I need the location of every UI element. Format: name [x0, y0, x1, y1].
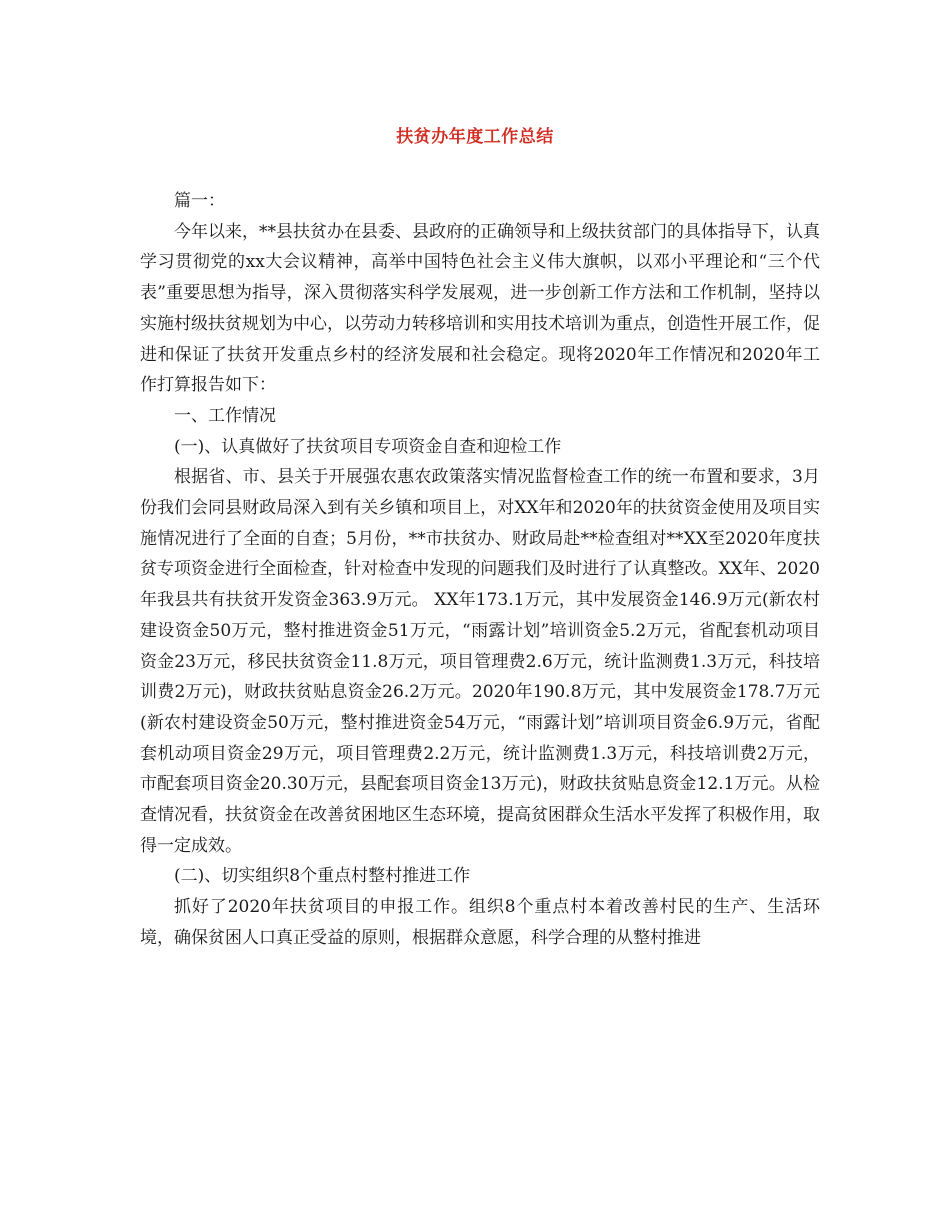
intro-paragraph: 今年以来，**县扶贫办在县委、县政府的正确领导和上级扶贫部门的具体指导下，认真学习贯彻党的xx大会议精神，高举中国特色社会主义伟大旗帜，以邓小平理论和“三个代表”重要思想为指导，深入贯彻落实科学发展观，进一步创新工作方法和工作机制，坚持以实施村级扶贫规划为中心，以劳动力转移培训和实用技术培训为重点，创造性开展工作，促进和保证了扶贫开发重点乡村的经济发展和社会稳定。现将2020年工作情况和2020年工作打算报告如下： — [140, 221, 820, 396]
subheading-fund-inspection: (一)、认真做好了扶贫项目专项资金自查和迎检工作 — [174, 436, 562, 457]
section-label: 篇一： — [174, 191, 225, 211]
village-promotion-paragraph: 抓好了2020年扶贫项目的申报工作。组织8个重点村本着改善村民的生产、生活环境，确保贫困人口真正受益的原则，根据群众意愿，科学合理的从整村推进 — [140, 897, 820, 948]
fund-inspection-paragraph: 根据省、市、县关于开展强农惠农政策落实情况监督检查工作的统一布置和要求，3月份我们会同县财政局深入到有关乡镇和项目上，对XX年和2020年的扶贫资金使用及项目实施情况进行了全面的自查；5月份，**市扶贫办、财政局赴**检查组对**XX至2020年度扶贫专项资金进行全面检查，针对检查中发现的问题我们及时进行了认真整改。XX年、2020年我县共有扶贫开发资金363.9万元。 XX年173.1万元，其中发展资金146.9万元(新农村建设资金50万元，整村推进资金51万元，“雨露计划”培训资金5.2万元，省配套机动项目资金23万元，移民扶贫资金11.8万元，项目管理费2.6万元，统计监测费1.3万元，科技培训费2万元)，财政扶贫贴息资金26.2万元。2020年190.8万元，其中发展资金178.7万元(新农村建设资金50万元，整村推进资金54万元，“雨露计划”培训项目资金6.9万元，省配套机动项目资金29万元，项目管理费2.2万元，统计监测费1.3万元，科技培训费2万元，市配套项目资金20.30万元，县配套项目资金13万元)，财政扶贫贴息资金12.1万元。从检查情况看，扶贫资金在改善贫困地区生态环境，提高贫困群众生活水平发挥了积极作用，取得一定成效。 — [140, 467, 820, 856]
document-title: 扶贫办年度工作总结 — [396, 127, 554, 147]
subheading-village-promotion: (二)、切实组织8个重点村整村推进工作 — [174, 866, 471, 887]
heading-work-status: 一、工作情况 — [174, 405, 276, 426]
document-body — [140, 186, 820, 954]
